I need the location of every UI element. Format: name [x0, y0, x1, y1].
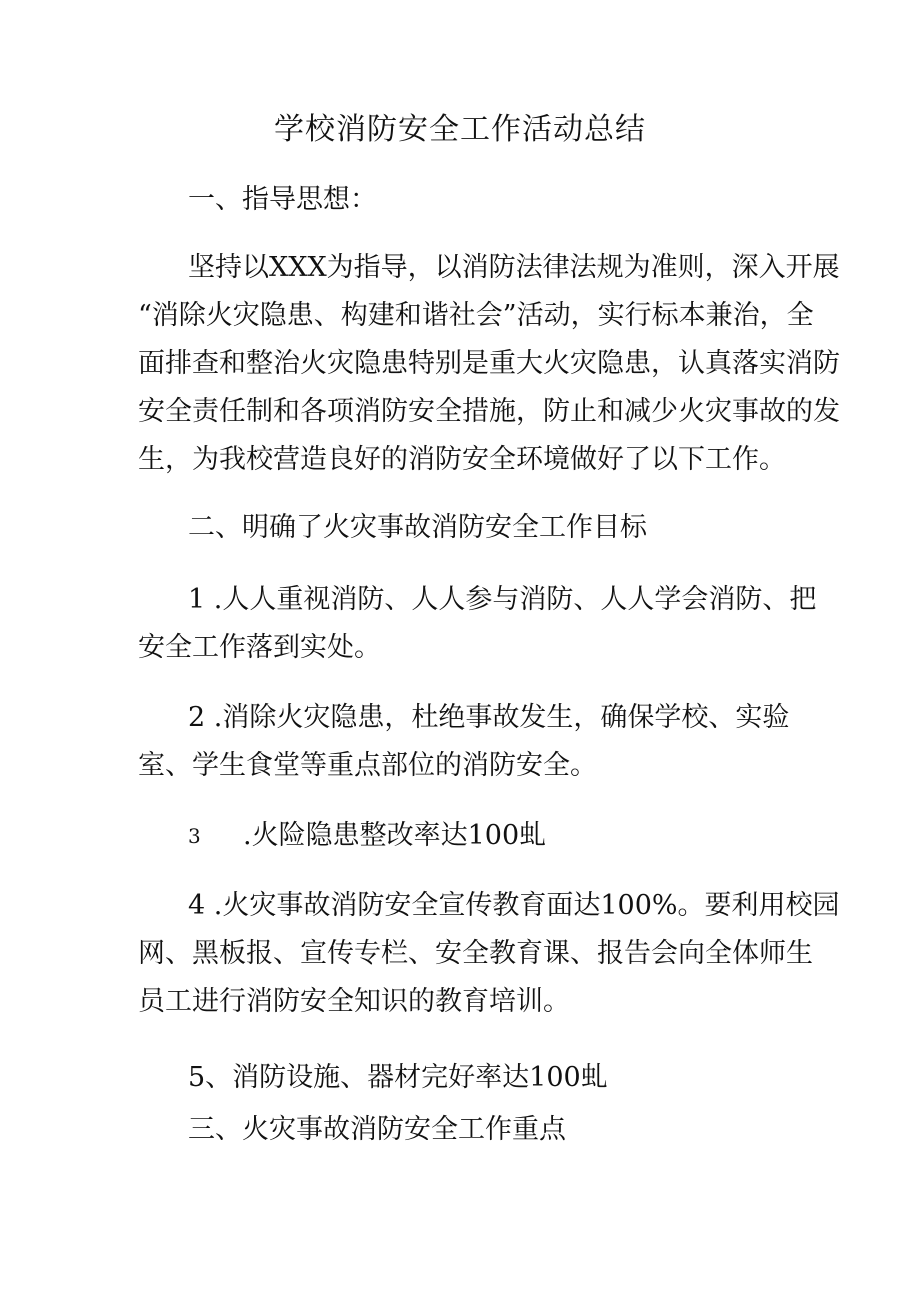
goal-5-line: 5、消防设施、器材完好率达100虬 — [188, 1062, 608, 1093]
goal-3-number: 3 — [188, 824, 201, 848]
intro-line-2: “消除火灾隐患、构建和谐社会”活动，实行标本兼治，全 — [138, 300, 814, 331]
section-3-heading: 三、火灾事故消防安全工作重点 — [188, 1114, 566, 1145]
document-title: 学校消防安全工作活动总结 — [274, 112, 646, 147]
goal-1-line-2: 安全工作落到实处。 — [138, 632, 381, 663]
intro-line-5: 生，为我校营造良好的消防安全环境做好了以下工作。 — [138, 444, 786, 475]
goal-2-line-2: 室、学生食堂等重点部位的消防安全。 — [138, 750, 597, 781]
goal-2-line-1: 2 .消除火灾隐患，杜绝事故发生，确保学校、实验 — [188, 702, 790, 733]
goal-1-line-1: 1 .人人重视消防、人人参与消防、人人学会消防、把 — [188, 584, 817, 615]
section-2-heading: 二、明确了火灾事故消防安全工作目标 — [188, 512, 647, 543]
section-1-heading: 一、指导思想： — [188, 184, 377, 215]
intro-line-3: 面排查和整治火灾隐患特别是重大火灾隐患，认真落实消防 — [138, 348, 840, 379]
goal-4-line-3: 员工进行消防安全知识的教育培训。 — [138, 986, 570, 1017]
intro-line-1: 坚持以XXX为指导，以消防法律法规为准则，深入开展 — [188, 252, 840, 283]
goal-4-line-1: 4 .火灾事故消防安全宣传教育面达100%。要利用校园 — [188, 890, 840, 921]
intro-line-4: 安全责任制和各项消防安全措施，防止和减少火灾事故的发 — [138, 396, 840, 427]
goal-3-text: .火险隐患整改率达100虬 — [243, 820, 547, 851]
goal-4-line-2: 网、黑板报、宣传专栏、安全教育课、报告会向全体师生 — [138, 938, 813, 969]
